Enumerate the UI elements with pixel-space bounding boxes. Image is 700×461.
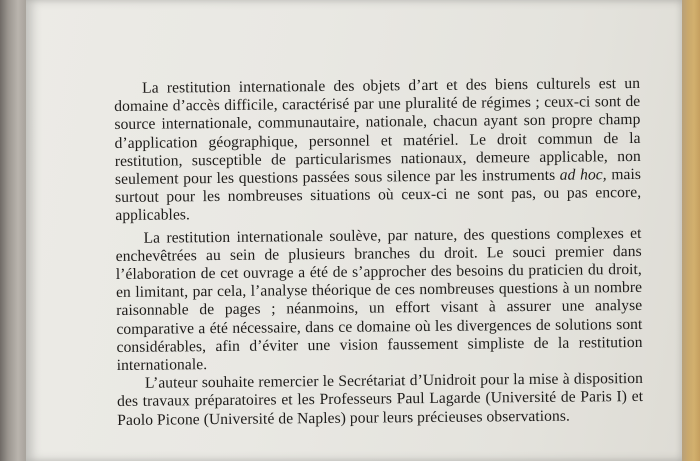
adjacent-surface [682,0,700,461]
body-text [114,75,643,430]
paragraph-1-text-end: mais surtout pour les nombreuses situations où ceux-ci ne sont pas, ou pas encore, applicables. [115,165,642,225]
paragraph-1-text-start: La restitution internationale des objets d’art et des biens culturels est un domaine d’accès difficile, caractérisé par une pluralité de régimes ; ceux-ci sont de source internationale, communautaire, nationale, chacun ayant son propre champ d’application géographique, personnel et matériel. Le droit commun de la restitution, susceptible de particularismes nationaux, demeure applicable, non seulement pour les questions passées sous silence par les instruments [114,74,641,189]
paragraph-1 [114,75,641,226]
paragraph-3: L’auteur souhaite remercier le Secrétariat d’Unidroit pour la mise à disposition des travaux préparatoires et les Professeurs Paul Lagarde (Université de Paris I) et Paolo Picone (Université de Naples) pour leurs précieuses observations. [117,370,644,429]
paragraph-1-italic-term: ad hoc, [559,166,607,184]
paragraph-2: La restitution internationale soulève, par nature, des questions complexes et enchevêtrées au sein de plusieurs branches du droit. Le souci premier dans l’élaboration de cet ouvrage a été de s’approcher des besoins du praticien du droit, en limitant, par cela, l’analyse théorique de ces nombreuses questions à un nombre raisonnable de pages ; néanmoins, un effort visant à assurer une analyse comparative a été nécessaire, dans ce domaine où les divergences de solutions sont considérables, afin d’éviter une vision faussement simpliste de la restitution internationale. [115,224,643,375]
book-page [26,0,682,461]
